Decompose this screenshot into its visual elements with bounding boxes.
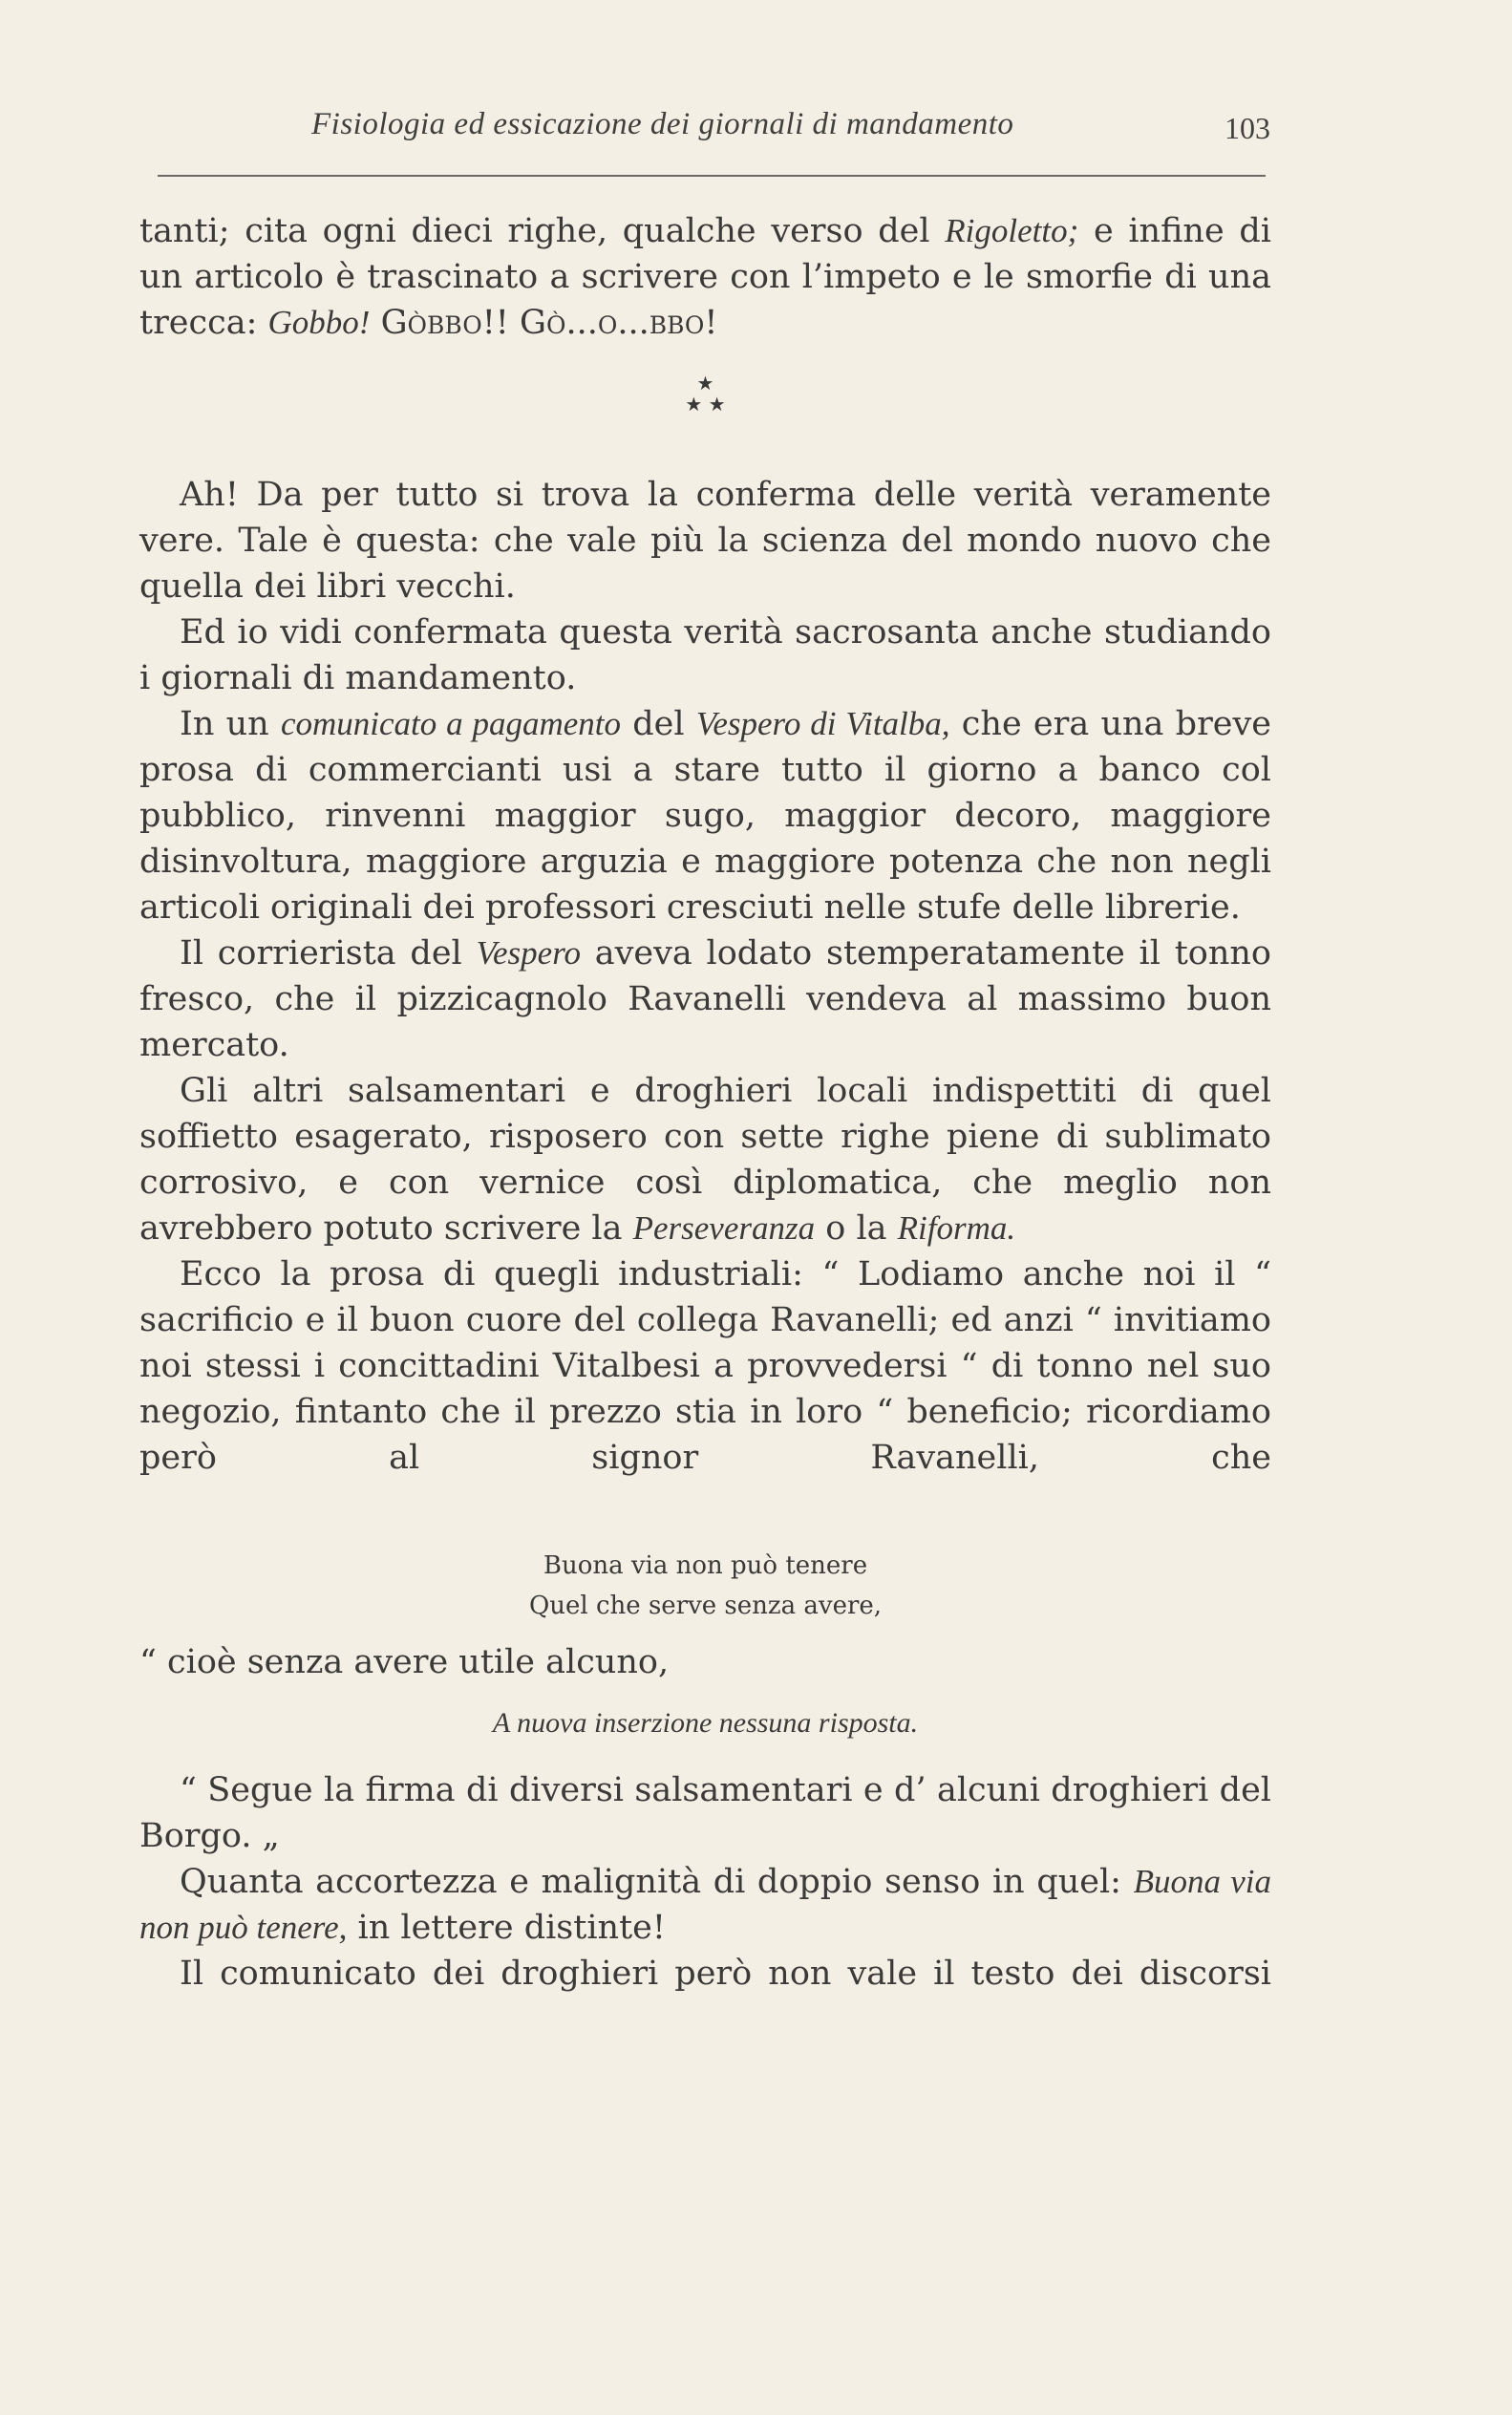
page-header	[181, 107, 1270, 155]
title-perseveranza: Perseveranza	[632, 1209, 816, 1247]
text-run: e infine di un articolo è trascinato a scrivere con l’impeto e le smorfie di una trecca:	[139, 212, 1271, 342]
text-run: tanti; cita ogni dieci righe, qualche verso del	[139, 212, 946, 250]
header-rule	[158, 175, 1266, 177]
text-run: che era una breve prosa di commercianti usi a stare tutto il giorno a banco col pubblico, rinvenni maggior sugo, maggior decoro, maggiore disinvoltura, maggiore arguzia e maggiore potenza che non negli articoli originali dei professori cresciuti nelle stufe delle librerie.	[139, 705, 1271, 927]
text-run: In un	[180, 705, 281, 743]
verse-line-1: Buona via non può tenere	[543, 1551, 868, 1580]
title-vespero: Vespero	[476, 934, 582, 972]
phrase-comunicato: comunicato a pagamento	[280, 705, 622, 742]
page-number: 103	[1225, 111, 1270, 145]
body-text	[139, 208, 1271, 2042]
text-run: Gli altri salsamentari e droghieri locali indispettiti di quel soffietto esagerato, risposero con sette righe piene di sublimato corrosivo, e con vernice così diplomatica, che meglio non avrebbero potuto scrivere la	[139, 1072, 1271, 1248]
text-run: Quanta accortezza e malignità di doppio senso in quel:	[180, 1863, 1134, 1901]
paragraph-10	[139, 1859, 1271, 1951]
text-run: aveva lodato stemperatamente il tonno fresco, che il pizzicagnolo Ravanelli vendeva al massimo buon mercato.	[139, 934, 1271, 1064]
paragraph-9: “ Segue la firma di diversi salsamentari e d’ alcuni droghieri del Borgo. „	[139, 1771, 1271, 1855]
text-run: in lettere distinte!	[347, 1909, 666, 1947]
asterism	[139, 373, 1271, 415]
text-run: del	[621, 705, 696, 743]
paragraph-2: Ah! Da per tutto si trova la conferma delle verità veramente vere. Tale è questa: che vale più la scienza del mondo nuovo che quella dei libri vecchi.	[139, 476, 1271, 606]
paragraph-4	[139, 701, 1271, 930]
exclamation-gobbo: Gobbo!	[267, 304, 371, 341]
asterism-star-top: ★	[696, 372, 714, 395]
text-run: o la	[815, 1209, 898, 1248]
title-vespero-di-vitalba: Vespero di Vitalba,	[695, 705, 950, 742]
paragraph-6	[139, 1068, 1271, 1251]
paragraph-11: Il comunicato dei droghieri però non vale il testo dei discorsi	[180, 1955, 1271, 1993]
running-title: Fisiologia ed essicazione dei giornali di mandamento	[311, 107, 1014, 141]
verse-quote	[139, 1546, 1271, 1626]
paragraph-5	[139, 930, 1271, 1068]
asterism-stars-bottom: ★ ★	[685, 393, 726, 416]
paragraph-7: Ecco la prosa di quegli industriali: “ Lodiamo anche noi il “ sacrificio e il buon cuore del collega Ravanelli; ed anzi “ invitiamo noi stessi i concittadini Vitalbesi a provvedersi “ di tonno nel suo negozio, fintanto che il prezzo stia in loro “ beneficio; ricordiamo però al signor Ravanelli, che	[139, 1255, 1271, 1477]
text-run: Il corrierista del	[180, 934, 477, 972]
paragraph-8: “ cioè senza avere utile alcuno,	[139, 1643, 670, 1681]
verse-line-2: Quel che serve senza avere,	[528, 1592, 883, 1620]
paragraph-3: Ed io vidi confermata questa verità sacrosanta anche studiando i giornali di mandamento.	[139, 613, 1271, 697]
centered-italic-line: A nuova inserzione nessuna risposta.	[492, 1707, 919, 1739]
paragraph-1	[139, 208, 1271, 346]
title-rigoletto: Rigoletto;	[945, 212, 1079, 249]
phrase-buona-via: Buona via non può tenere,	[139, 1863, 1271, 1946]
exclamation-gobbo-small-caps: Gòbbo!! Gò...o...bbo!	[380, 304, 718, 342]
title-riforma: Riforma.	[897, 1209, 1016, 1247]
